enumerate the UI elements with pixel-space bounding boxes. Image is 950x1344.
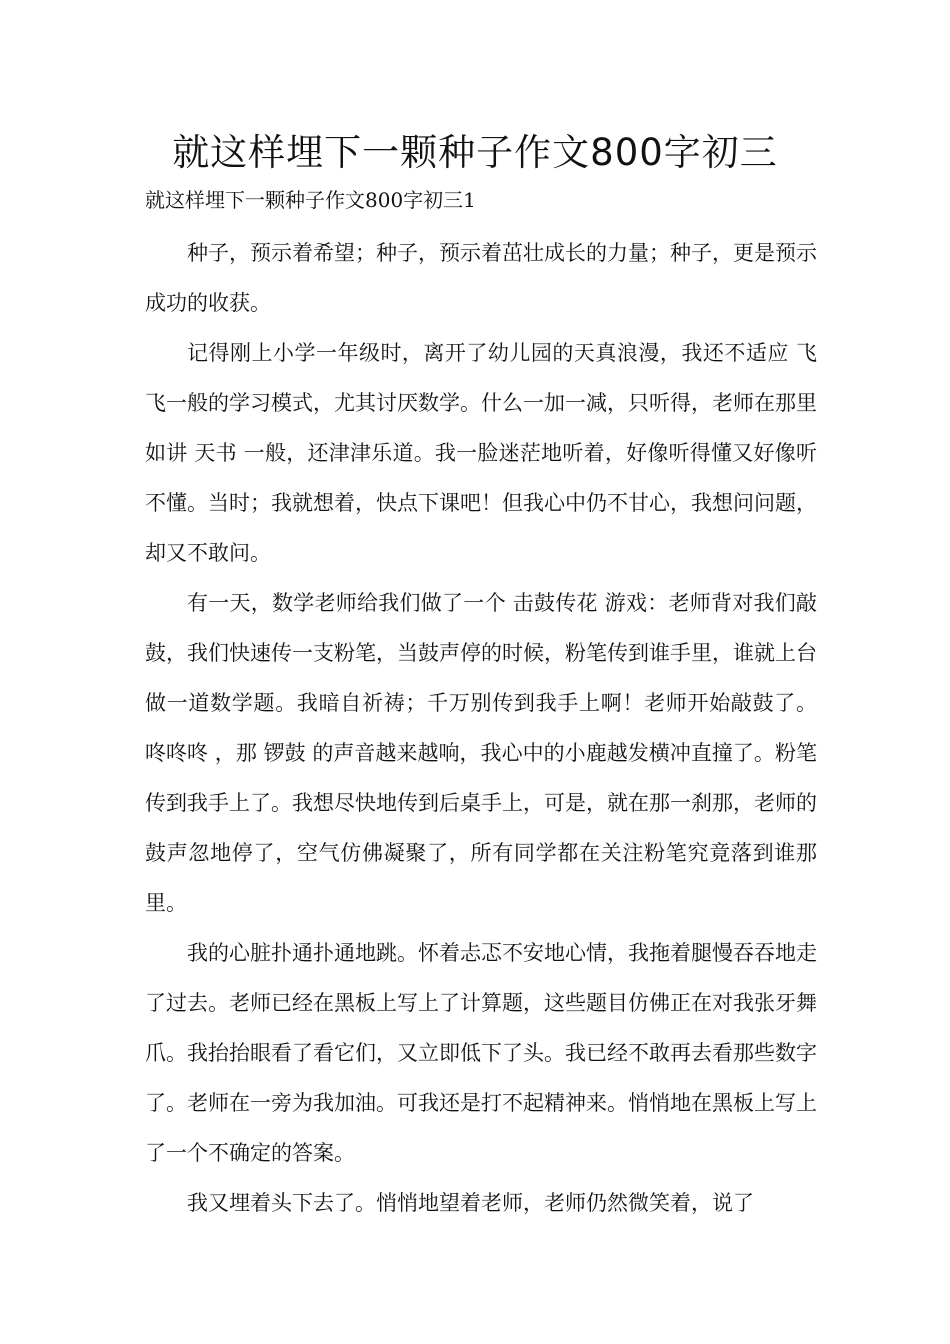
document-title: 就这样埋下一颗种子作文800字初三 xyxy=(172,131,778,174)
paragraph: 我的心脏扑通扑通地跳。怀着忐忑不安地心情，我拖着腿慢吞吞地走了过去。老师已经在黑板上写上了计算题，这些题目仿佛正在对我张牙舞爪。我抬抬眼看了看它们，又立即低下了头。我已经不敢再去看那些数字了。老师在一旁为我加油。可我还是打不起精神来。悄悄地在黑板上写上了一个不确定的答案。 xyxy=(145,941,817,1165)
paragraph: 种子，预示着希望；种子，预示着茁壮成长的力量；种子，更是预示成功的收获。 xyxy=(145,241,817,315)
paragraph: 我又埋着头下去了。悄悄地望着老师，老师仍然微笑着，说了 xyxy=(187,1191,754,1215)
document-subtitle: 就这样埋下一颗种子作文800字初三1 xyxy=(145,188,476,212)
paragraph: 有一天，数学老师给我们做了一个 击鼓传花 游戏：老师背对我们敲鼓，我们快速传一支粉笔，当鼓声停的时候，粉笔传到谁手里，谁就上台做一道数学题。我暗自祈祷；千万别传到我手上啊！老师开始敲鼓了。 咚咚咚 ，那 锣鼓 的声音越来越响，我心中的小鹿越发横冲直撞了。粉笔传到我手上了。我想尽快地传到后桌手上，可是，就在那一刹那，老师的鼓声忽地停了，空气仿佛凝聚了，所有同学都在关注粉笔究竟落到谁那里。 xyxy=(145,591,817,915)
paragraph: 记得刚上小学一年级时，离开了幼儿园的天真浪漫，我还不适应 飞 飞一般的学习模式，尤其讨厌数学。什么一加一减，只听得，老师在那里如讲 天书 一般，还津津乐道。我一脸迷茫地听着，好像听得懂又好像听不懂。当时；我就想着，快点下课吧！但我心中仍不甘心，我想问问题，却又不敢问。 xyxy=(145,341,817,565)
document-body xyxy=(145,228,817,1228)
